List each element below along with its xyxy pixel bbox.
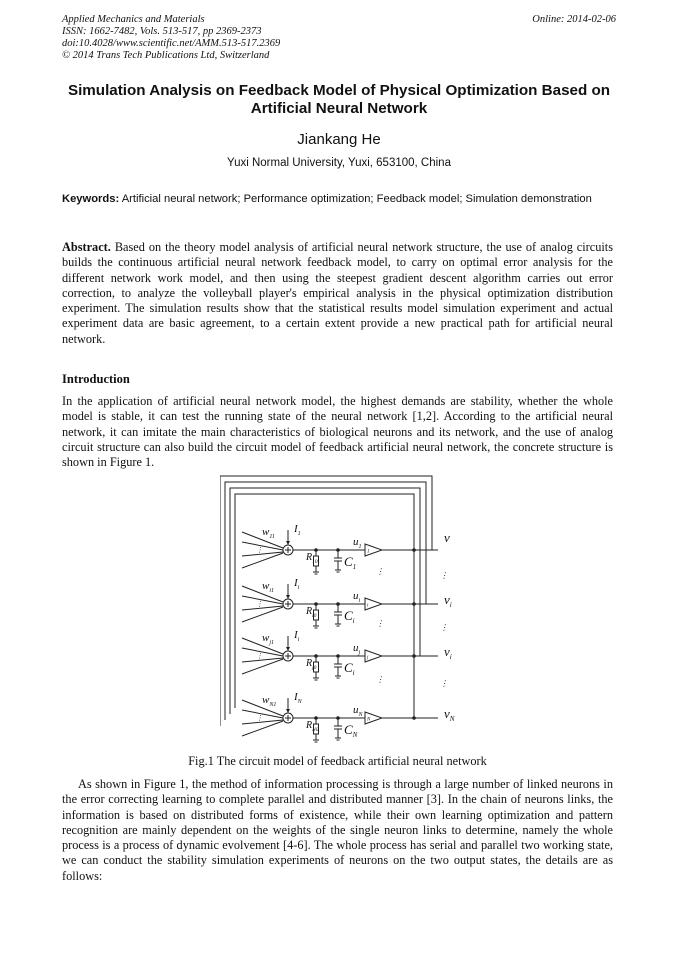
weight-label: $w_{j1}$ [262, 632, 275, 646]
introduction-paragraph: In the application of artificial neural network model, the highest demands are stability, whether the whole model is stable, it can test the running state of the neural network [1,2]. According to the artificial neural network, it can imitate the main characteristics of biological neurons and its network, and the use of analog circuit structure can also build the circuit model of feedback artificial neural network, the concrete structure is shown in Figure 1. [62, 394, 613, 470]
junction-dot [336, 716, 340, 720]
output-v-label: $v_i$ [444, 592, 452, 609]
current-label: $I_i$ [294, 629, 300, 643]
current-label: $I_i$ [294, 577, 300, 591]
output-v-label: v [444, 530, 450, 545]
amplifier-index: N [367, 717, 371, 723]
junction-dot [336, 602, 340, 606]
amplifier-index: j [367, 655, 369, 661]
publication-header [62, 14, 392, 62]
copyright-line: © 2014 Trans Tech Publications Ltd, Switzerland [62, 50, 270, 61]
ellipsis-mark: ⋮ [256, 600, 263, 608]
junction-dot [412, 548, 416, 552]
author-name: Jiankang He [297, 131, 381, 148]
ellipsis-mark: ⋮ [256, 652, 263, 660]
junction-dot [314, 716, 318, 720]
body-paragraph: As shown in Figure 1, the method of information processing is through a large number of linked neurons in the error correcting learning to complete parallel and distributed manner [3]. In the chain of neurons links, the information is based on distributed forms of existence, while their own learning optimization and pattern recognition are mainly dependent on the weights of the single neuron links to determine, namely the whole process is a process of dynamic evolvement [4-6]. The whole process has serial and parallel two working state, we can conduct the stability simulation experiments of neurons on the two output states, the details are as follows: [62, 777, 613, 883]
capacitor-label: $C_1$ [344, 554, 357, 571]
ellipsis-mark: ⋮ [256, 714, 263, 722]
arrow-head [286, 709, 290, 713]
junction-dot [336, 548, 340, 552]
amplifier-index: 1 [367, 549, 370, 555]
keywords-block [62, 192, 613, 207]
junction-dot [412, 716, 416, 720]
resistor-label: $R_{10}$ [306, 552, 318, 565]
amplifier-index: i [367, 603, 369, 609]
ellipsis-mark: ⋮ [440, 679, 448, 688]
capacitor-label: $C_i$ [344, 660, 355, 677]
junction-dot [314, 548, 318, 552]
capacitor-label: $C_N$ [344, 722, 358, 739]
feedback-loop-outer [220, 476, 432, 726]
junction-dot [314, 654, 318, 658]
ellipsis-mark: ⋮ [256, 546, 263, 554]
doi-line: doi:10.4028/www.scientific.net/AMM.513-517.2369 [62, 38, 281, 49]
resistor-label: $R_{j0}$ [306, 658, 317, 671]
ellipsis-mark: ⋮ [440, 623, 448, 632]
keywords-text: Artificial neural network; Performance optimization; Feedback model; Simulation demonstration [121, 193, 592, 205]
resistor-label: $R_{N0}$ [306, 720, 319, 733]
current-label: $I_1$ [294, 523, 301, 537]
resistor-label: $R_{i0}$ [306, 606, 317, 619]
figure-caption: Fig.1 The circuit model of feedback artificial neural network [188, 754, 487, 768]
voltage-u-label: $u_N$ [353, 704, 363, 718]
abstract-text: Based on the theory model analysis of artificial neural network structure, the use of analog circuits builds the continuous artificial neural network feedback model, to carry on optimal error analysis for the different network work model, and then using the steepest gradient descent algorithm carries out error correction, to analyze the volleyball player's empirical analysis in the physical optimization distribution experiment. The simulation results show that the statistical results model simulation experiment and actual experiment data are basic agreement, to a certain extent provide a new practical path for artificial neural network. [62, 240, 613, 346]
current-label: $I_N$ [294, 691, 302, 705]
output-v-label: $v_N$ [444, 706, 455, 723]
circuit-figure [220, 474, 464, 746]
abstract-label: Abstract. [62, 240, 111, 254]
voltage-u-label: $u_i$ [353, 590, 361, 604]
junction-dot [412, 654, 416, 658]
arrow-head [286, 647, 290, 651]
junction-dot [314, 602, 318, 606]
arrow-head [286, 595, 290, 599]
output-v-label: $v_i$ [444, 644, 452, 661]
junction-dot [412, 602, 416, 606]
weight-label: $w_{i1}$ [262, 580, 275, 594]
weight-label: $w_{N1}$ [262, 694, 277, 708]
paper-title: Simulation Analysis on Feedback Model of Physical Optimization Based on Artificial Neural Network [67, 82, 611, 117]
voltage-u-label: $u_1$ [353, 536, 362, 550]
capacitor-label: $C_i$ [344, 608, 355, 625]
introduction-heading: Introduction [62, 372, 130, 386]
keywords-label: Keywords: [62, 193, 120, 205]
journal-name: Applied Mechanics and Materials [62, 14, 205, 25]
arrow-head [286, 541, 290, 545]
circuit-diagram [220, 474, 464, 746]
voltage-u-label: $u_j$ [353, 642, 361, 656]
author-affiliation: Yuxi Normal University, Yuxi, 653100, China [227, 157, 451, 169]
ellipsis-mark: ⋮ [440, 571, 448, 580]
ellipsis-mark: ⋮ [376, 675, 384, 684]
abstract-block [62, 240, 613, 347]
issn-line: ISSN: 1662-7482, Vols. 513-517, pp 2369-2373 [62, 26, 262, 37]
weight-label: $w_{11}$ [262, 526, 275, 540]
ellipsis-mark: ⋮ [376, 619, 384, 628]
ellipsis-mark: ⋮ [376, 567, 384, 576]
junction-dot [336, 654, 340, 658]
online-date: Online: 2014-02-06 [532, 14, 616, 25]
